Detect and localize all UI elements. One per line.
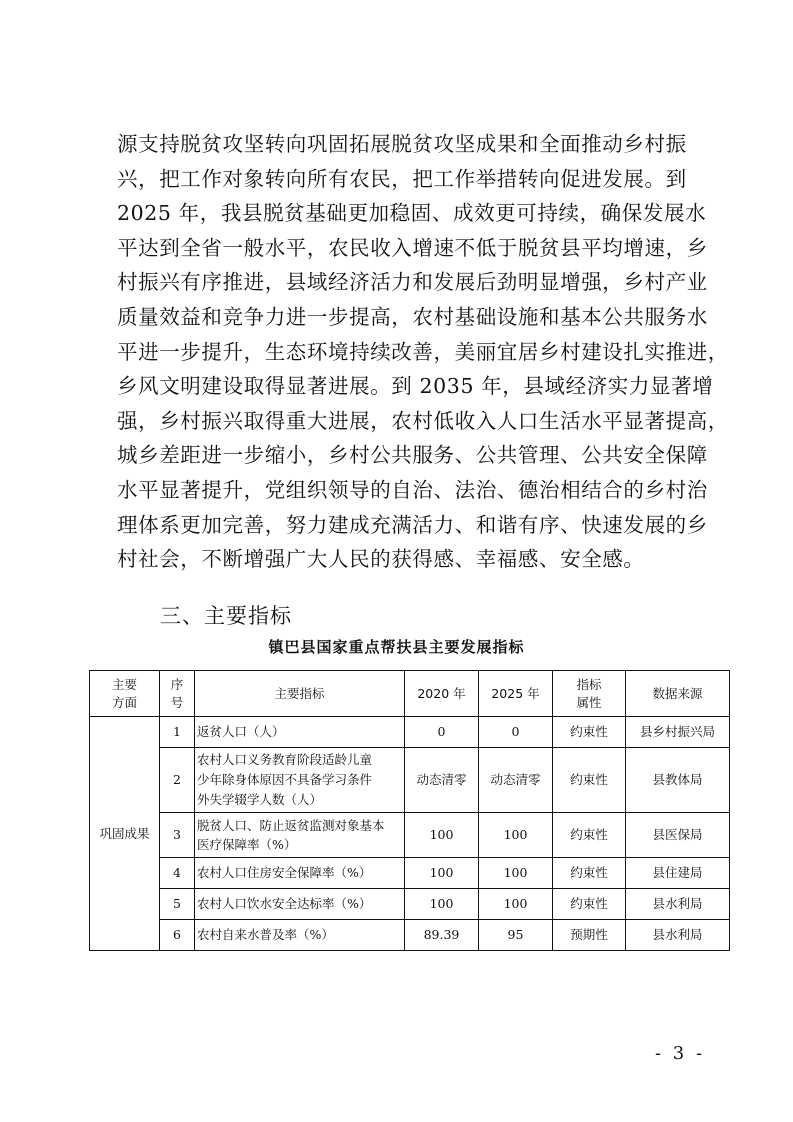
value-2025-cell: 100 <box>479 889 553 920</box>
body-line: 乡风文明建设取得显著进展。到 2035 年，县域经济实力显著增 <box>117 374 714 399</box>
value-2020-cell: 100 <box>405 889 479 920</box>
indicators-table <box>89 670 730 951</box>
header-indicator: 主要指标 <box>195 671 405 717</box>
body-line: 理体系更加完善，努力建成充满活力、和谐有序、快速发展的乡 <box>117 512 708 537</box>
body-line: 平进一步提升，生态环境持续改善，美丽宜居乡村建设扎实推进， <box>117 339 729 364</box>
body-line: 质量效益和竞争力进一步提高，农村基础设施和基本公共服务水 <box>117 304 708 329</box>
source-cell: 县医保局 <box>626 813 730 858</box>
group-cell: 巩固成果 <box>90 717 160 951</box>
body-paragraph <box>117 127 729 577</box>
seq-cell: 2 <box>160 748 195 813</box>
attribute-cell: 约束性 <box>553 858 626 889</box>
indicator-cell: 脱贫人口、防止返贫监测对象基本 医疗保障率（%） <box>195 813 405 858</box>
body-line: 2025 年，我县脱贫基础更加稳固、成效更可持续，确保发展水 <box>117 201 707 226</box>
header-attribute: 指标 属性 <box>553 671 626 717</box>
table-row <box>90 717 730 748</box>
value-2020-cell: 100 <box>405 858 479 889</box>
body-line: 兴，把工作对象转向所有农民，把工作举措转向促进发展。到 <box>117 166 687 191</box>
section-heading: 三、主要指标 <box>160 604 292 628</box>
attribute-cell: 约束性 <box>553 717 626 748</box>
value-2025-cell: 100 <box>479 813 553 858</box>
value-2020-cell: 100 <box>405 813 479 858</box>
attribute-cell: 约束性 <box>553 813 626 858</box>
value-2025-cell: 0 <box>479 717 553 748</box>
table-row <box>90 813 730 858</box>
body-line: 城乡差距进一步缩小，乡村公共服务、公共管理、公共安全保障 <box>117 443 708 468</box>
table-row <box>90 858 730 889</box>
table-header-row <box>90 671 730 717</box>
indicator-cell: 农村人口住房安全保障率（%） <box>195 858 405 889</box>
table-row <box>90 748 730 813</box>
body-line: 源支持脱贫攻坚转向巩固拓展脱贫攻坚成果和全面推动乡村振 <box>117 132 687 156</box>
body-line: 强，乡村振兴取得重大进展，农村低收入人口生活水平显著提高， <box>117 408 729 433</box>
source-cell: 县教体局 <box>626 748 730 813</box>
table-title: 镇巴县国家重点帮扶县主要发展指标 <box>268 638 525 656</box>
attribute-cell: 约束性 <box>553 748 626 813</box>
source-cell: 县住建局 <box>626 858 730 889</box>
source-cell: 县乡村振兴局 <box>626 717 730 748</box>
table-row <box>90 889 730 920</box>
body-line: 村振兴有序推进，县域经济活力和发展后劲明显增强，乡村产业 <box>117 270 708 295</box>
header-source: 数据来源 <box>626 671 730 717</box>
table-row <box>90 920 730 951</box>
indicator-cell: 农村人口饮水安全达标率（%） <box>195 889 405 920</box>
attribute-cell: 预期性 <box>553 920 626 951</box>
header-2020: 2020 年 <box>405 671 479 717</box>
seq-cell: 5 <box>160 889 195 920</box>
indicator-cell: 返贫人口（人） <box>195 717 405 748</box>
header-2025: 2025 年 <box>479 671 553 717</box>
indicator-cell: 农村自来水普及率（%） <box>195 920 405 951</box>
indicator-cell: 农村人口义务教育阶段适龄儿童 少年除身体原因不具备学习条件 外失学辍学人数（人） <box>195 748 405 813</box>
source-cell: 县水利局 <box>626 920 730 951</box>
header-seq: 序 号 <box>160 671 195 717</box>
attribute-cell: 约束性 <box>553 889 626 920</box>
body-line: 平达到全省一般水平，农民收入增速不低于脱贫县平均增速，乡 <box>117 235 708 260</box>
value-2025-cell: 95 <box>479 920 553 951</box>
value-2025-cell: 动态清零 <box>479 748 553 813</box>
seq-cell: 3 <box>160 813 195 858</box>
page-number: - 3 - <box>655 1043 706 1064</box>
body-line: 村社会，不断增强广大人民的获得感、幸福感、安全感。 <box>117 547 645 572</box>
seq-cell: 4 <box>160 858 195 889</box>
body-line: 水平显著提升，党组织领导的自治、法治、德治相结合的乡村治 <box>117 477 708 502</box>
value-2025-cell: 100 <box>479 858 553 889</box>
value-2020-cell: 89.39 <box>405 920 479 951</box>
value-2020-cell: 0 <box>405 717 479 748</box>
header-area: 主要 方面 <box>90 671 160 717</box>
value-2020-cell: 动态清零 <box>405 748 479 813</box>
source-cell: 县水利局 <box>626 889 730 920</box>
seq-cell: 6 <box>160 920 195 951</box>
seq-cell: 1 <box>160 717 195 748</box>
